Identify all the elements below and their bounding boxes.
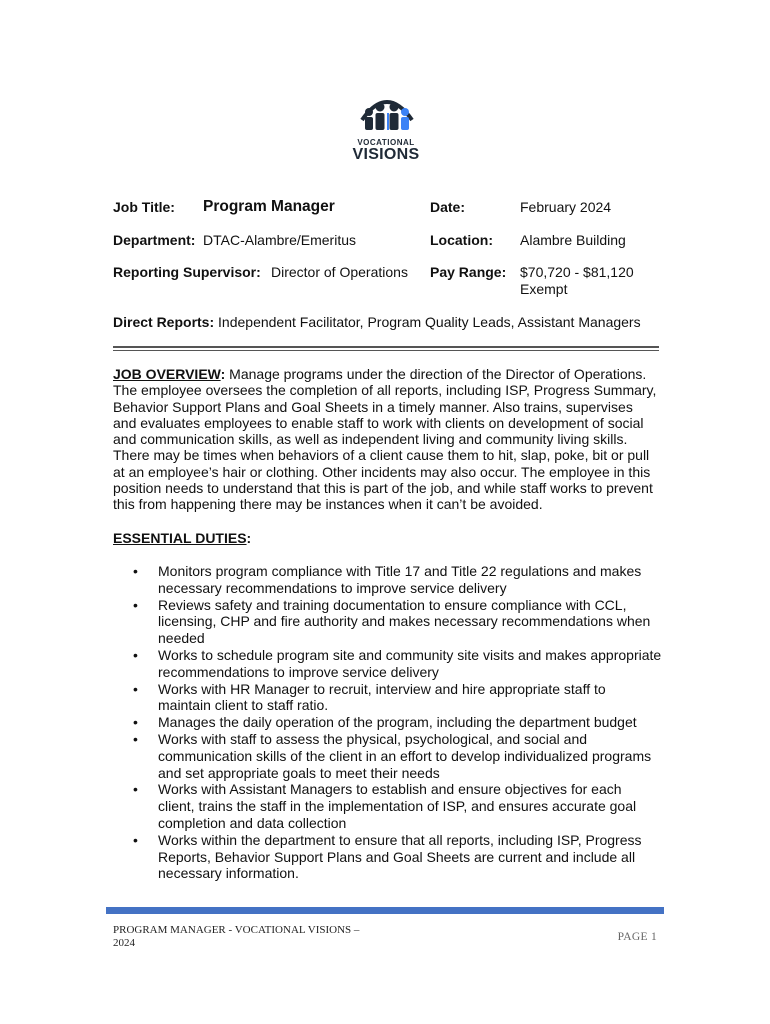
overview-line: position needs to understand that this is part of the job, and while staff works to prevent [113,480,653,497]
department-value: DTAC-Alambre/Emeritus [203,232,356,248]
duty-line: Works within the department to ensure that all reports, including ISP, Progress [158,831,642,848]
footer-year: 2024 [113,937,135,949]
duty-item [113,597,673,647]
duty-item [113,681,673,715]
footer-bar [106,907,664,914]
bullet-icon: • [133,563,138,579]
direct-reports [113,314,641,331]
duty-line: necessary information. [158,865,299,882]
location-label: Location: [430,232,493,248]
overview-line: at an employee’s hair or clothing. Other incidents may also occur. The employee in this [113,463,651,480]
people-logo-icon [358,90,416,136]
bullet-icon: • [133,730,138,747]
duty-line: Manages the daily operation of the program, including the department budget [158,714,637,731]
supervisor-label: Reporting Supervisor: [113,264,261,280]
location-value: Alambre Building [520,232,626,248]
date-label: Date: [430,199,466,215]
overview-line: There may be times when behaviors of a client cause them to hit, slap, poke, bit or pull [113,447,650,464]
divider-thin [113,350,659,351]
duty-line: Reviews safety and training documentation to ensure compliance with CCL, [158,596,627,613]
duty-line: communication skills of the client in an effort to develop individualized programs [158,747,652,764]
job-overview-colon: : [220,366,226,382]
duty-line: licensing, CHP and fire authority and makes necessary recommendations when [158,613,651,630]
duty-line: client, trains the staff in the implementation of ISP, and ensures accurate goal [158,798,637,815]
overview-text: Manage programs under the direction of the Director of Operations. [225,366,647,382]
direct-reports-value: Independent Facilitator, Program Quality Leads, Assistant Managers [218,314,641,330]
bullet-icon: • [133,714,138,731]
supervisor-value: Director of Operations [271,264,408,280]
duty-line: Works to schedule program site and community site visits and makes appropriate [158,646,662,663]
duty-line: Monitors program compliance with Title 17 and Title 22 regulations and makes [158,563,642,579]
essential-duties-colon: : [246,530,252,546]
duty-line: necessary recommendations to improve service delivery [158,579,507,596]
duty-line: Works with Assistant Managers to establish and ensure objectives for each [158,781,622,798]
duty-item [113,714,673,731]
divider-thick [113,346,659,348]
essential-duties-heading [113,530,251,546]
bullet-icon: • [133,596,138,613]
duty-line: completion and data collection [158,814,347,831]
duty-line: and set appropriate goals to meet their needs [158,764,440,781]
overview-line [113,366,665,382]
footer-document-title [113,924,413,950]
essential-duties-title: ESSENTIAL DUTIES [113,530,247,546]
duty-line: needed [158,630,205,647]
duty-line: Reports, Behavior Support Plans and Goal Sheets are current and include all [158,848,636,865]
bullet-icon: • [133,781,138,798]
company-logo [340,90,432,170]
date-value: February 2024 [520,199,612,215]
bullet-icon: • [133,831,138,848]
pay-exempt-value: Exempt [520,281,568,297]
duty-item [113,731,673,781]
overview-line: this from happening there may be instances when it can’t be avoided. [113,496,543,513]
bullet-icon: • [133,680,138,697]
department-label: Department: [113,232,196,248]
direct-reports-label: Direct Reports: [113,314,215,330]
duty-item [113,832,673,882]
overview-line: and communication skills, as well as independent living and community living skills. [113,431,628,448]
pay-range-value: $70,720 - $81,120 [520,264,634,280]
pay-range-label: Pay Range: [430,264,507,280]
logo-text-visions: VISIONS [352,146,420,163]
duty-line: maintain client to staff ratio. [158,697,329,714]
job-title-value: Program Manager [203,198,335,215]
overview-line: and evaluates employees to enable staff to work with clients on development of social [113,414,644,431]
logo-text-vocational: VOCATIONAL [357,138,415,147]
duty-line: recommendations to improve service delivery [158,663,439,680]
duty-line: Works with staff to assess the physical, psychological, and social and [158,730,588,747]
footer-title-line: PROGRAM MANAGER - VOCATIONAL VISIONS – [113,924,360,936]
bullet-icon: • [133,646,138,663]
overview-line: The employee oversees the completion of all reports, including ISP, Progress Summary, [113,382,657,399]
duty-item [113,781,673,831]
job-title-label: Job Title: [113,199,175,215]
job-overview-heading: JOB OVERVIEW [113,366,221,382]
essential-duties-list [113,563,673,882]
duty-item [113,647,673,681]
duty-line: Works with HR Manager to recruit, interview and hire appropriate staff to [158,680,606,697]
job-overview [113,366,665,513]
page-number: PAGE 1 [617,931,657,943]
duty-item [113,563,673,597]
overview-line: Behavior Support Plans and Goal Sheets in a timely manner. Also trains, supervises [113,398,633,415]
